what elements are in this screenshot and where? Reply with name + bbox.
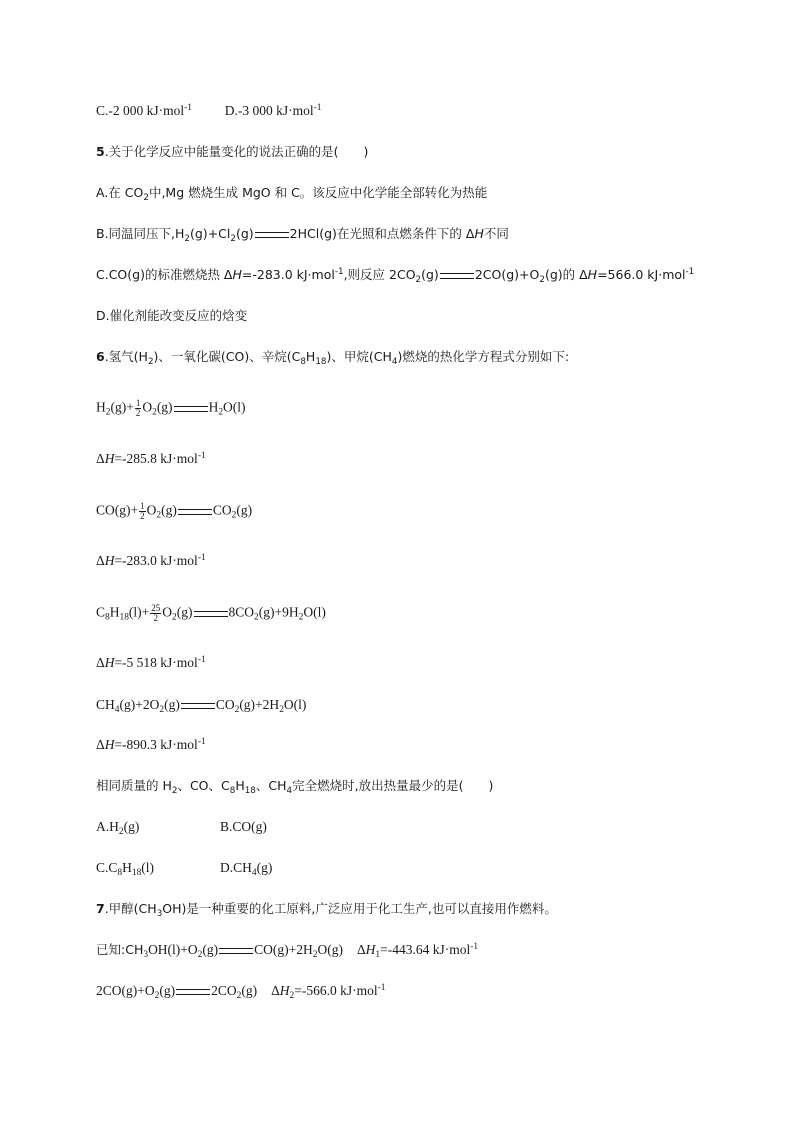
q7-number: 7	[96, 901, 105, 916]
q6-stem: 6.氢气$(H_2)$、一氧化碳(CO)、辛烷$(C_8H_{18})$、甲烷$(CH_4)$燃烧的热化学方程式分别如下:	[96, 349, 570, 367]
equation-c8h18: $C_8H_{18}(l)+$ $\frac{25}{2}$ $O_2(g)$ $8CO_2(g)+9H_2O(l)$	[96, 603, 326, 623]
delta-h-co: ΔH=-283.0 kJ·mol$^{-1}$	[96, 553, 206, 568]
q5-option-c: C.CO(g)的标准燃烧热 ΔH=-283.0 kJ·mol$^{-1}$,则反应 $2CO_2(g)$ $2CO(g)+O_2(g)$的 ΔH=566.0 kJ·mol$^{-1}$	[96, 267, 695, 285]
equals-sign	[194, 611, 228, 617]
q4-option-d: D.-3 000 kJ·mol$^{-1}$	[224, 103, 322, 118]
q6-number: 6	[96, 349, 105, 364]
fraction-half: $\frac{1}{2}$	[140, 501, 145, 521]
q5-option-a: A.在 $CO_2$中,Mg 燃烧生成 MgO 和 C。该反应中化学能全部转化为热能	[96, 185, 488, 203]
equals-sign	[181, 703, 215, 709]
q7-stem: 7.甲醇$(CH_3OH)$是一种重要的化工原料,广泛应用于化工生产,也可以直接用作燃料。	[96, 901, 557, 919]
q5-stem: 5.关于化学反应中能量变化的说法正确的是( )	[96, 144, 369, 159]
q6-option-b: B.CO(g)	[220, 819, 267, 834]
equation-h2: $H_2(g)+$ $\frac{1}{2}$ $O_2(g)$ $H_2O(l)$	[96, 398, 246, 418]
q7-equation-2: $2CO(g)+O_2(g)$ $2CO_2(g)$ $\Delta H_2=-566.0$ kJ·mol$^{-1}$	[96, 983, 386, 1001]
equals-sign	[255, 232, 289, 238]
equals-sign	[174, 406, 208, 412]
q6-options-cd	[96, 860, 272, 876]
q6-options-ab	[96, 819, 267, 835]
equals-sign	[219, 948, 253, 954]
equals-sign	[178, 509, 212, 515]
q6-question: 相同质量的 $H_2$、CO、$C_8H_{18}$、$CH_4$完全燃烧时,放出热量最少的是( )	[96, 778, 494, 796]
equation-ch4: $CH_4(g)+2O_2(g)$ $CO_2(g)+2H_2O(l)$	[96, 697, 307, 715]
fraction-25-2: $\frac{25}{2}$	[151, 603, 161, 623]
fraction-half: $\frac{1}{2}$	[135, 398, 141, 418]
delta-h-c8h18: ΔH=-5 518 kJ·mol$^{-1}$	[96, 655, 206, 670]
equals-sign	[176, 989, 210, 995]
q5-option-d: D.催化剂能改变反应的焓变	[96, 308, 248, 323]
delta-h-h2: ΔH=-285.8 kJ·mol$^{-1}$	[96, 451, 206, 466]
q6-option-d: $D.CH_4(g)$	[220, 860, 273, 878]
equals-sign	[440, 273, 474, 279]
q7-equation-1: 已知$:CH_3OH(l)+O_2(g)$ $CO(g)+2H_2O(g)$ $\Delta H_1=-443.64$ kJ·mol$^{-1}$	[96, 942, 479, 960]
q4-options-cd	[96, 103, 322, 119]
q6-option-c: $C.C_8H_{18}(l)$	[96, 860, 155, 878]
q5-option-b: B.同温同压下$,H_2(g)+Cl_2(g)$ 2HCl(g)在光照和点燃条件下的 ΔH不同	[96, 226, 509, 244]
delta-h-ch4: ΔH=-890.3 kJ·mol$^{-1}$	[96, 737, 206, 752]
q5-number: 5	[96, 144, 105, 159]
equation-co: CO(g)+ $\frac{1}{2}$ $O_2(g)$ $CO_2(g)$	[96, 501, 253, 521]
q4-option-c: C.-2 000 kJ·mol$^{-1}$	[96, 103, 193, 118]
q6-option-a: $A.H_2(g)$	[96, 819, 140, 837]
